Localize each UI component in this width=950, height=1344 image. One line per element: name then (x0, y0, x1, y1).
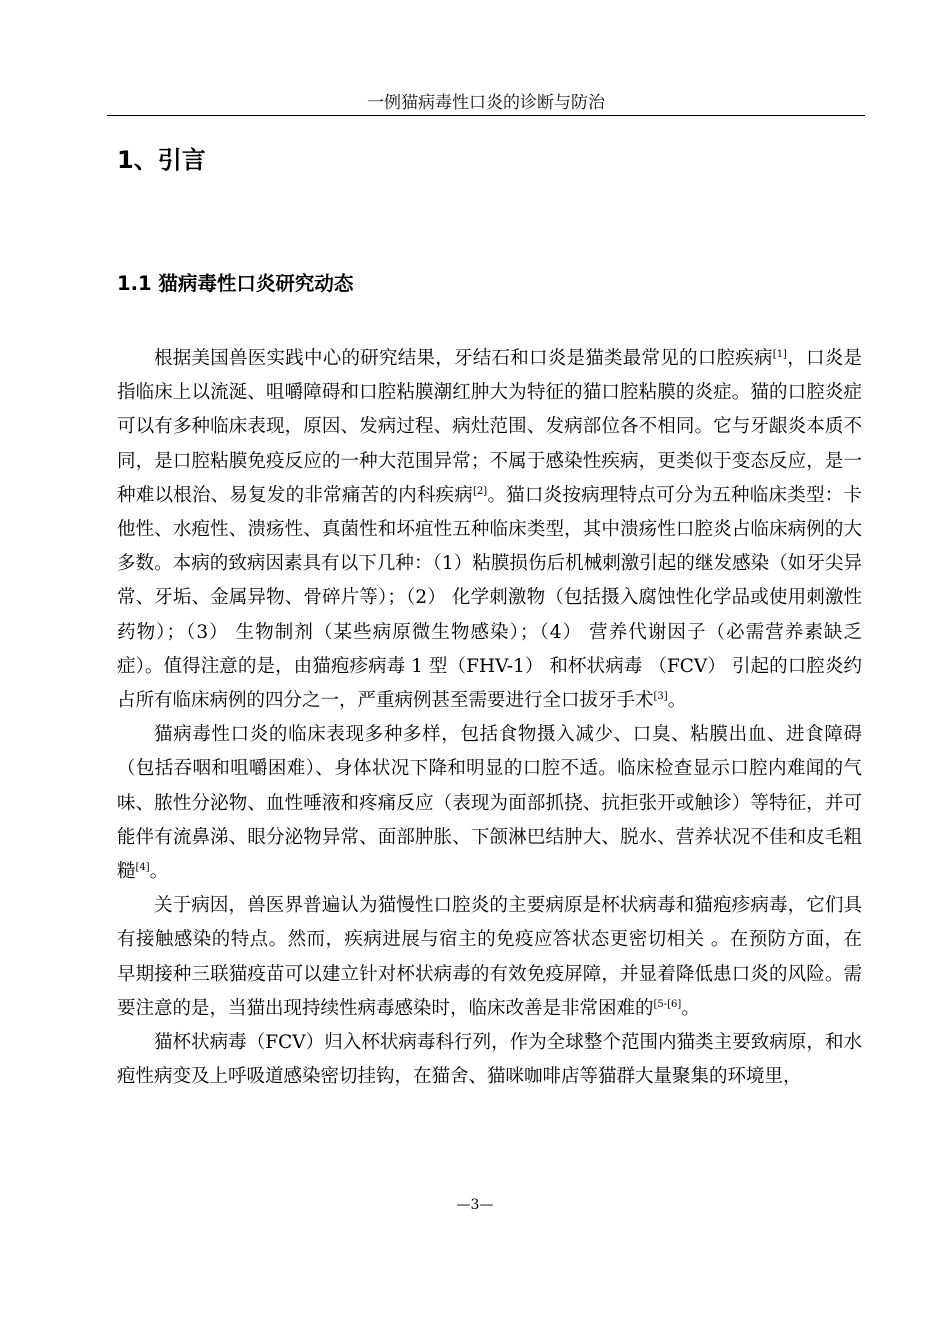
paragraph-text: 根据美国兽医实践中心的研究结果，牙结石和口炎是猫类最常见的口腔疾病 (154, 348, 773, 369)
paragraph-1 (117, 342, 862, 718)
subsection-heading: 1.1 猫病毒性口炎研究动态 (117, 272, 354, 295)
running-header-title: 一例猫病毒性口炎的诊断与防治 (367, 93, 605, 113)
paragraph-text: 猫病毒性口炎的临床表现多种多样，包括食物摄入减少、口臭、粘膜出血、进食障碍（包括吞咽和咀嚼困难）、身体状况下降和明显的口腔不适。临床检查显示口腔内难闻的气味、脓性分泌物、血性唾液和疼痛反应（表现为面部抓挠、抗拒张开或触诊）等特征，并可能伴有流鼻涕、眼分泌物异常、面部肿胀、下颌淋巴结肿大、脱水、营养状况不佳和皮毛粗糙 (117, 724, 862, 883)
citation: [4] (135, 862, 150, 874)
paragraph-text: 。 (149, 861, 169, 883)
body-text (117, 342, 862, 1094)
paragraph-text: 关于病因，兽医界普遍认为猫慢性口腔炎的主要病原是杯状病毒和猫疱疹病毒，它们具有接触感染的特点。然而，疾病进展与宿主的免疫应答状态更密切相关 。在预防方面，在早期接种三联猫疫苗可以建立针对杯状病毒的有效免疫屏障，并显着降低患口炎的风险。需要注意的是，当猫出现持续性病毒感染时，临床改善是非常困难的 (117, 895, 862, 1019)
paragraph-4 (117, 1026, 862, 1094)
paragraph-text: 。 (681, 997, 700, 1019)
paragraph-text: 。 (667, 690, 687, 712)
header-rule (107, 115, 865, 116)
page-number: —3— (456, 1197, 494, 1213)
section-heading: 1、引言 (117, 146, 206, 174)
citation: [2] (473, 485, 488, 497)
paragraph-text: 猫杯状病毒（FCV）归入杯状病毒科行列，作为全球整个范围内猫类主要致病原，和水疱性病变及上呼吸道感染密切挂钩，在猫舍、猫咪咖啡店等猫群大量聚集的环境里， (117, 1032, 862, 1088)
citation: [1] (772, 349, 787, 360)
citation: [3] (653, 691, 668, 703)
paragraph-text: 。猫口炎按病理特点可分为五种临床类型：卡他性、水疱性、溃疡性、真菌性和坏疽性五种临床类型，其中溃疡性口腔炎占临床病例的大多数。本病的致病因素具有以下几种：（1）粘膜损伤后机械刺激引起的继发感染（如牙尖异常、牙垢、金属异物、骨碎片等）；（2） 化学刺激物（包括摄入腐蚀性化学品或使用刺激性药物）；（3） 生物制剂（某些病原微生物感染）；（4） 营养代谢因子（必需营养素缺乏症）。值得注意的是，由猫疱疹病毒 1 型（FHV-1） 和杯状病毒 （FCV） 引起的口腔炎约占所有临床病例的四分之一，严重病例甚至需要进行全口拔牙手术 (117, 484, 862, 712)
paragraph-text: ，口炎是指临床上以流涎、咀嚼障碍和口腔粘膜潮红肿大为特征的猫口腔粘膜的炎症。猫的口腔炎症可以有多种临床表现，原因、发病过程、病灶范围、发病部位各不相同。它与牙龈炎本质不同，是口腔粘膜免疫反应的一种大范围异常；不属于感染性疾病，更类似于变态反应，是一种难以根治、易复发的非常痛苦的内科疾病 (117, 348, 862, 506)
paragraph-2 (117, 718, 862, 889)
paragraph-3 (117, 889, 862, 1026)
citation: [5-[6] (653, 998, 682, 1010)
